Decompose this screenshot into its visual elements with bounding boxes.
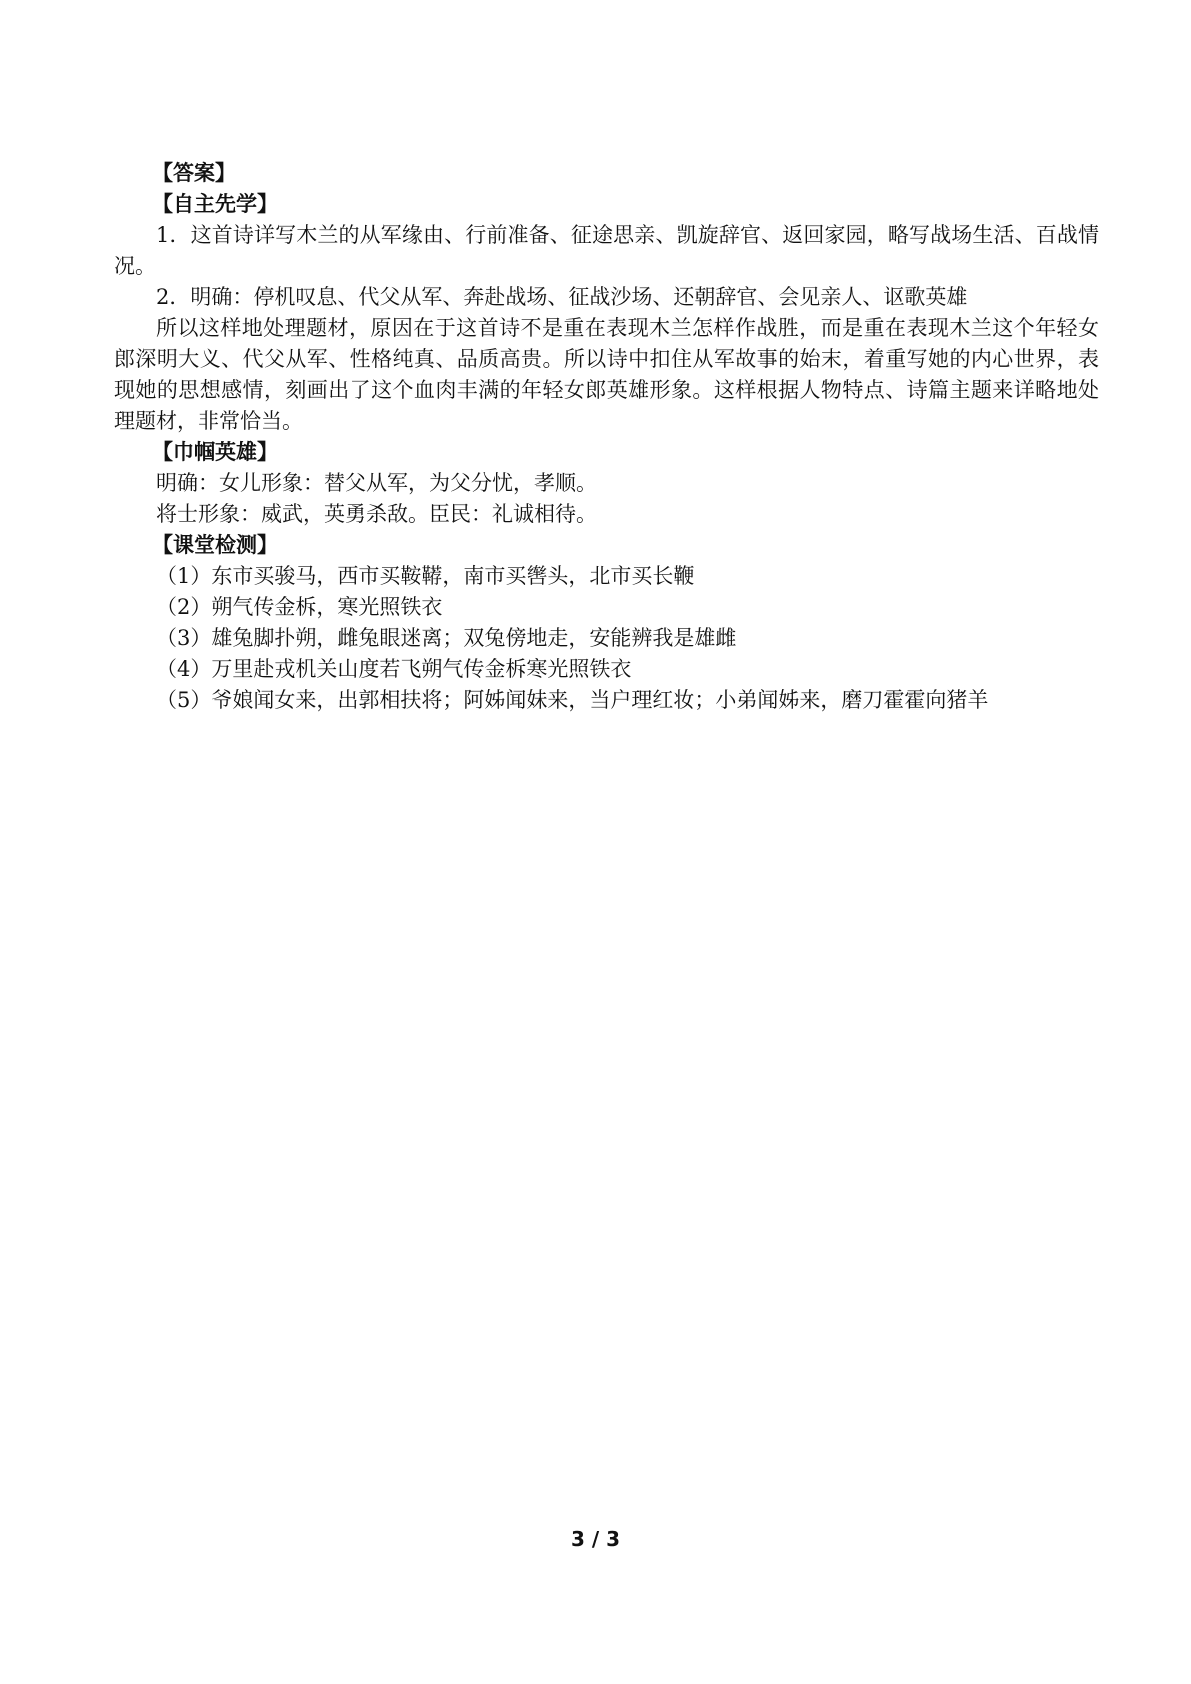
quiz-heading: 【课堂检测】 [152,533,278,557]
quiz-item-4: （4）万里赴戎机关山度若飞朔气传金柝寒光照铁衣 [156,657,632,681]
quiz-item-2: （2）朔气传金柝，寒光照铁衣 [156,595,443,619]
quiz-item-3: （3）雄兔脚扑朔，雌兔眼迷离；双兔傍地走，安能辨我是雄雌 [156,626,737,650]
quiz-item-5: （5）爷娘闻女来，出郭相扶将；阿姊闻妹来，当户理红妆；小弟闻姊来，磨刀霍霍向猪羊 [156,688,989,712]
self-study-heading: 【自主先学】 [152,192,278,216]
document-body [114,158,1099,716]
self-study-item-1: 1．这首诗详写木兰的从军缘由、行前准备、征途思亲、凯旋辞官、返回家园，略写战场生活、百战情况。 [114,223,1099,278]
self-study-paragraph: 所以这样地处理题材，原因在于这首诗不是重在表现木兰怎样作战胜，而是重在表现木兰这个年轻女郎深明大义、代父从军、性格纯真、品质高贵。所以诗中扣住从军故事的始末，着重写她的内心世界，表现她的思想感情，刻画出了这个血肉丰满的年轻女郎英雄形象。这样根据人物特点、诗篇主题来详略地处理题材，非常恰当。 [114,316,1099,433]
self-study-item-2: 2．明确：停机叹息、代父从军、奔赴战场、征战沙场、还朝辞官、会见亲人、讴歌英雄 [156,285,968,309]
answer-heading: 【答案】 [152,161,236,185]
heroine-line-2: 将士形象：威武，英勇杀敌。臣民：礼诚相待。 [156,502,597,526]
heroine-heading: 【巾帼英雄】 [152,440,278,464]
heroine-line-1: 明确：女儿形象：替父从军，为父分忧，孝顺。 [156,471,597,495]
quiz-item-1: （1）东市买骏马，西市买鞍鞯，南市买辔头，北市买长鞭 [156,564,695,588]
page-number: 3 / 3 [570,1527,621,1551]
